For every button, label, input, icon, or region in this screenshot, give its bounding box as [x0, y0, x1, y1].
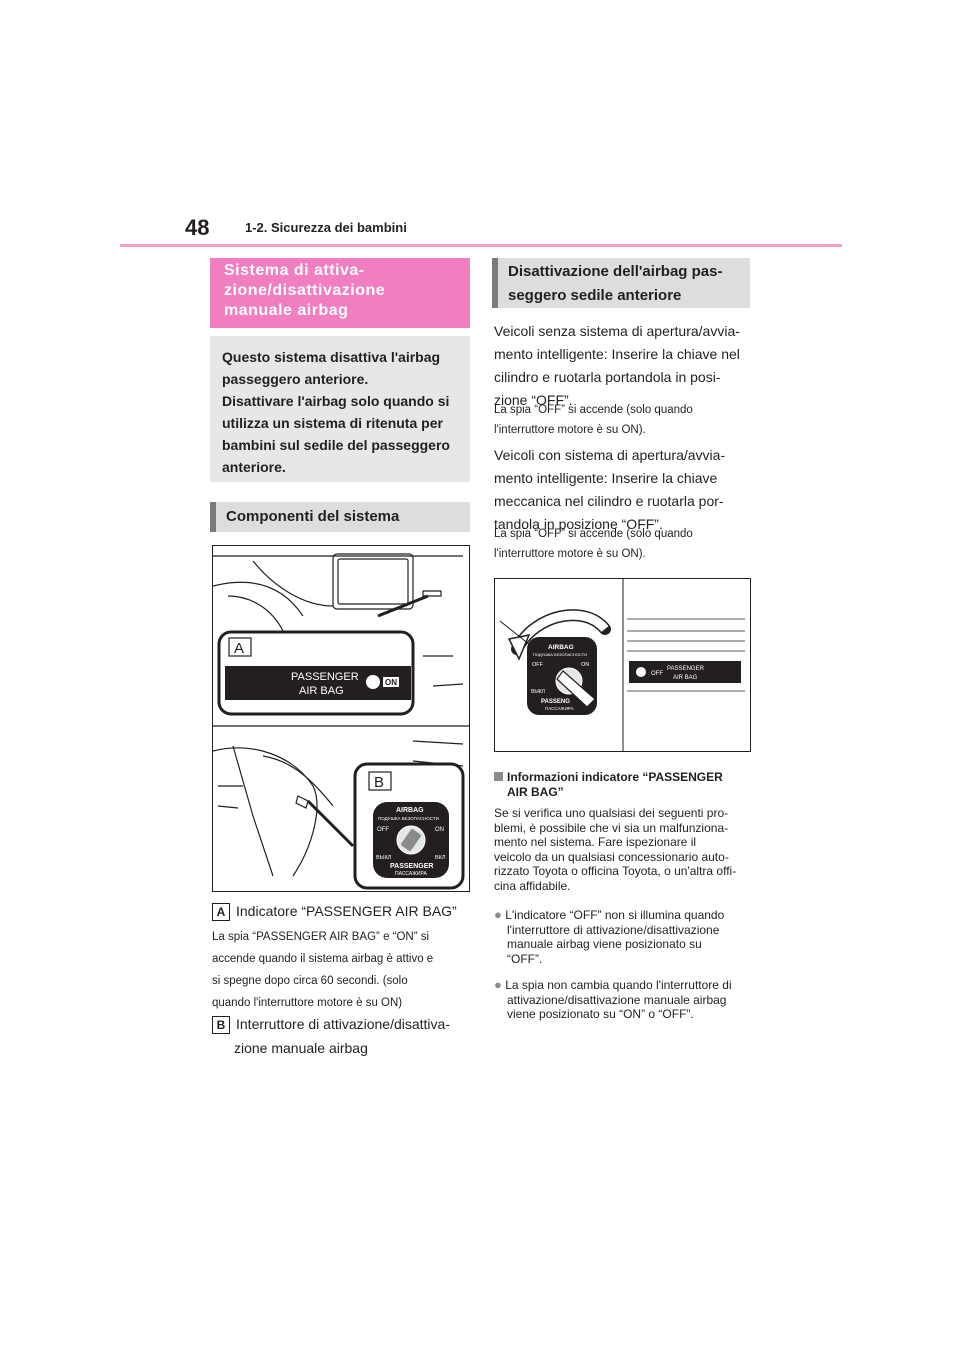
indicator-off-text: OFF [651, 671, 663, 677]
switch-rotation-illustration [495, 579, 750, 751]
intro-line: Questo sistema disattiva l'airbag [222, 349, 441, 365]
section-title: 1-2. Sicurezza dei bambini [245, 220, 407, 235]
desc-line: quando l'interruttore motore è su ON) [212, 997, 403, 1009]
dashboard-illustration [213, 546, 469, 891]
header-rule [120, 244, 842, 247]
components-figure [212, 545, 470, 892]
desc-line: si spegne dopo circa 60 secondi. (solo [212, 975, 408, 987]
para-line: tandola in posizione “OFF”. [494, 516, 663, 532]
pink-title-line: manuale airbag [224, 302, 349, 319]
indicator-passenger-text: PASSENGER [291, 671, 359, 683]
bullet-line: attivazione/disattivazione manuale airbag [507, 992, 727, 1007]
callout-b-letter: B [374, 774, 385, 791]
note-line: l'interruttore motore è su ON). [494, 548, 646, 560]
para-1 [494, 320, 740, 412]
para-2 [494, 444, 725, 536]
bullet-line: viene posizionato su “ON” o “OFF”. [507, 1007, 694, 1021]
bullet-1 [494, 908, 724, 966]
bullet-line: La spia non cambia quando l'interruttore di [505, 978, 732, 992]
switch-passeng-text: PASSENG [541, 699, 570, 705]
para-line: mento intelligente: Inserire la chiave nel [494, 346, 740, 362]
indicator-airbag-text: AIR BAG [673, 675, 698, 681]
note-line: La spia “OFF” si accende (solo quando [494, 404, 693, 416]
switch-vkl-text: ВКЛ [435, 855, 446, 861]
switch-on-text: ON [435, 827, 444, 833]
desc-line: La spia “PASSENGER AIR BAG” e “ON” si [212, 931, 430, 943]
airbag-off-icon [366, 675, 380, 689]
airbag-off-icon [636, 667, 646, 677]
para-line: Veicoli senza sistema di apertura/avvia- [494, 323, 740, 339]
components-heading: Componenti del sistema [210, 502, 470, 532]
switch-vykl-text: ВЫКЛ [376, 855, 392, 861]
bullet-line: l'interruttore di attivazione/disattivazione [507, 922, 720, 937]
bullet-line: “OFF”. [507, 951, 543, 966]
indicator-passenger-text: PASSENGER [667, 666, 704, 672]
para-line: mento intelligente: Inserire la chiave [494, 470, 718, 486]
switch-airbag-text: AIRBAG [396, 807, 424, 814]
switch-sub-text: ПОДУШКА БЕЗОПАСНОСТИ [533, 652, 588, 657]
switch-passazhira-text: ПАССАЖИРА [395, 871, 427, 877]
pink-section-title [210, 258, 470, 328]
switch-off-text: OFF [532, 662, 543, 668]
item-b-text: zione manuale airbag [234, 1040, 368, 1056]
item-b-text: Interruttore di attivazione/disattiva- [236, 1016, 450, 1032]
bullet-line: manuale airbag viene posizionato su [507, 937, 702, 951]
info-heading-line: Informazioni indicatore “PASSENGER [507, 770, 723, 784]
intro-line: anteriore. [222, 459, 286, 475]
switch-off-text: OFF [377, 827, 389, 833]
info-line: cina affidabile. [494, 878, 571, 893]
circle-bullet-icon: ● [494, 907, 502, 922]
para-line: Veicoli con sistema di apertura/avvia- [494, 447, 726, 463]
intro-line: Disattivare l'airbag solo quando si [222, 393, 450, 409]
heading-line: seggero sedile anteriore [508, 287, 682, 304]
square-bullet-icon [494, 772, 503, 781]
note-line: l'interruttore motore è su ON). [494, 424, 646, 436]
note-line: La spia “OFF” si accende (solo quando [494, 528, 693, 540]
switch-sub-text: ПОДУШКА БЕЗОПАСНОСТИ [378, 816, 439, 821]
callout-b [355, 764, 463, 888]
indicator-airbag-text: AIR BAG [299, 685, 344, 697]
switch-figure [494, 578, 751, 752]
intro-line: bambini sul sedile del passeggero [222, 437, 450, 453]
info-line: Se si verifica uno qualsiasi dei seguenti pro- [494, 806, 729, 820]
info-line: rizzato Toyota o officina Toyota, o un'altra offi- [494, 864, 737, 878]
intro-line: utilizza un sistema di ritenuta per [222, 415, 443, 431]
bullet-2 [494, 978, 732, 1022]
item-a [212, 900, 457, 923]
para-line: meccanica nel cilindro e ruotarla por- [494, 493, 724, 509]
item-a-text: Indicatore “PASSENGER AIR BAG” [236, 903, 457, 919]
info-heading [494, 770, 723, 799]
item-a-label: A [212, 903, 230, 921]
intro-line: passeggero anteriore. [222, 371, 369, 387]
switch-vykl-text: ВЫКЛ [531, 689, 545, 695]
note-1 [494, 400, 693, 440]
item-b [212, 1012, 450, 1060]
info-heading-line: AIR BAG” [507, 784, 564, 799]
bullet-line: L'indicatore “OFF” non si illumina quando [505, 908, 725, 922]
switch-passazhira-text: ПАССАЖИРА [545, 706, 574, 711]
info-paragraph [494, 806, 736, 893]
callout-a-letter: A [234, 640, 245, 657]
circle-bullet-icon: ● [494, 977, 502, 992]
pink-title-line: zione/disattivazione [224, 282, 386, 299]
page-number: 48 [185, 215, 210, 240]
note-2 [494, 524, 693, 564]
callout-a [219, 632, 413, 714]
indicator-on-text: ON [385, 678, 397, 687]
info-line: mento nel sistema. Fare ispezionare il [494, 835, 697, 849]
intro-box [210, 336, 470, 482]
switch-passenger-text: PASSENGER [390, 863, 434, 870]
desc-line: accende quando il sistema airbag è attivo e [212, 953, 434, 965]
para-line: cilindro e ruotarla portandola in posi- [494, 369, 721, 385]
pink-title-line: Sistema di attiva- [224, 262, 365, 279]
item-b-label: B [212, 1016, 230, 1034]
switch-on-text: ON [581, 662, 590, 668]
info-line: veicolo da un qualsiasi concessionario auto- [494, 849, 729, 864]
info-line: blemi, è possibile che vi sia un malfunziona- [494, 820, 729, 835]
deactivation-heading [492, 258, 750, 308]
heading-line: Disattivazione dell'airbag pas- [508, 263, 723, 280]
para-line: zione “OFF”. [494, 392, 573, 408]
switch-airbag-text: AIRBAG [548, 644, 574, 651]
item-a-description [212, 926, 433, 1014]
